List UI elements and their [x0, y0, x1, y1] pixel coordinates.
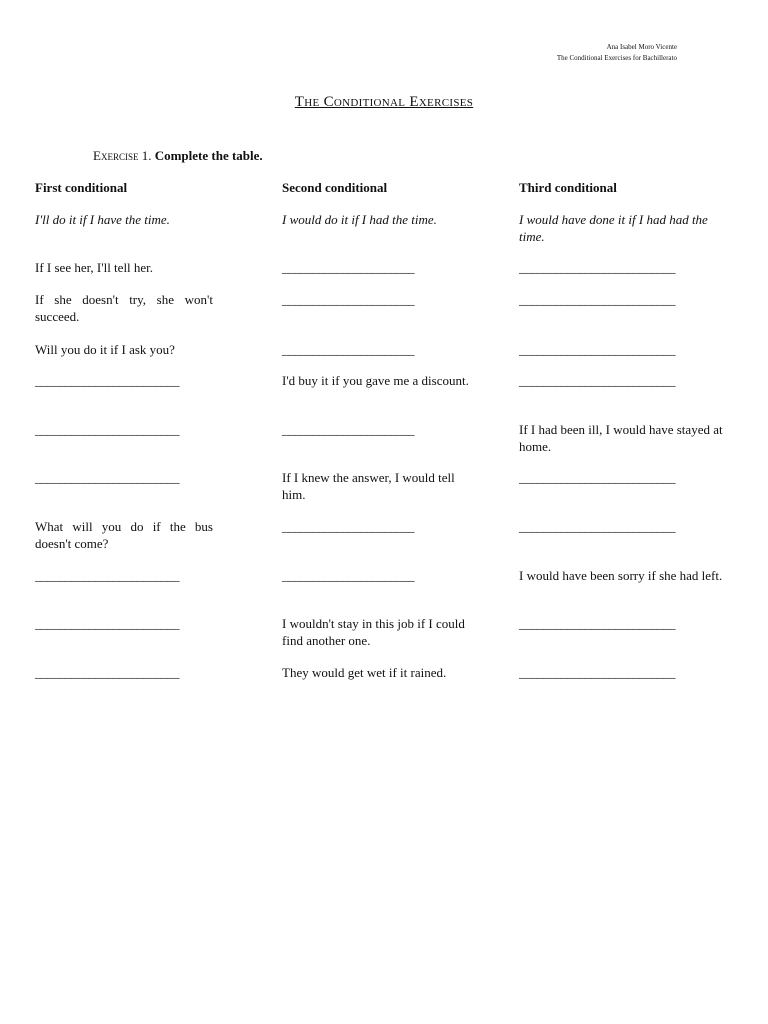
- column-header-first: First conditional: [35, 180, 128, 195]
- row-8-third: I would have been sorry if she had left.: [519, 568, 723, 583]
- row-2-first: If she doesn't try, she won't succeed.: [35, 292, 213, 324]
- row-9-third-blank: __________________________: [519, 616, 675, 631]
- row-7-third-blank: __________________________: [519, 519, 675, 534]
- row-1-first: If I see her, I'll tell her.: [35, 260, 154, 275]
- row-9-second: I wouldn't stay in this job if I could find another one.: [282, 616, 465, 648]
- row-8-second-blank: ______________________: [282, 568, 414, 583]
- example-first: I'll do it if I have the time.: [35, 212, 170, 227]
- row-5-first-blank: ________________________: [35, 422, 179, 437]
- row-2-second-blank: ______________________: [282, 292, 414, 307]
- row-6-second: If I knew the answer, I would tell him.: [282, 470, 455, 502]
- row-3-second-blank: ______________________: [282, 342, 414, 357]
- row-6-third-blank: __________________________: [519, 470, 675, 485]
- row-5-second-blank: ______________________: [282, 422, 414, 437]
- row-7-first: What will you do if the bus doesn't come?: [35, 519, 213, 551]
- row-2-third-blank: __________________________: [519, 292, 675, 307]
- row-8-first-blank: ________________________: [35, 568, 179, 583]
- row-1-second-blank: ______________________: [282, 260, 414, 275]
- column-header-second: Second conditional: [282, 180, 388, 195]
- page-header-note: [557, 42, 677, 64]
- example-second: I would do it if I had the time.: [282, 212, 437, 227]
- row-3-first: Will you do it if I ask you?: [35, 342, 175, 357]
- exercise-instruction: Complete the table.: [154, 148, 263, 163]
- row-3-third-blank: __________________________: [519, 342, 675, 357]
- example-third: I would have done it if I had had the time.: [519, 212, 708, 244]
- exercise-heading: [93, 148, 263, 164]
- exercise-label: Exercise 1.: [93, 148, 152, 163]
- row-4-first-blank: ________________________: [35, 373, 179, 388]
- page-title: The Conditional Exercises: [294, 94, 474, 110]
- row-10-third-blank: __________________________: [519, 665, 675, 680]
- row-4-third-blank: __________________________: [519, 373, 675, 388]
- row-1-third-blank: __________________________: [519, 260, 675, 275]
- row-10-second: They would get wet if it rained.: [282, 665, 447, 680]
- author-name: Ana Isabel Moro Vicente: [606, 43, 677, 51]
- row-6-first-blank: ________________________: [35, 470, 179, 485]
- row-5-third: If I had been ill, I would have stayed at home.: [519, 422, 723, 454]
- row-9-first-blank: ________________________: [35, 616, 179, 631]
- row-4-second: I'd buy it if you gave me a discount.: [282, 373, 469, 388]
- row-10-first-blank: ________________________: [35, 665, 179, 680]
- row-7-second-blank: ______________________: [282, 519, 414, 534]
- column-header-third: Third conditional: [519, 180, 617, 195]
- document-subtitle: The Conditional Exercises for Bachillerato: [556, 54, 677, 62]
